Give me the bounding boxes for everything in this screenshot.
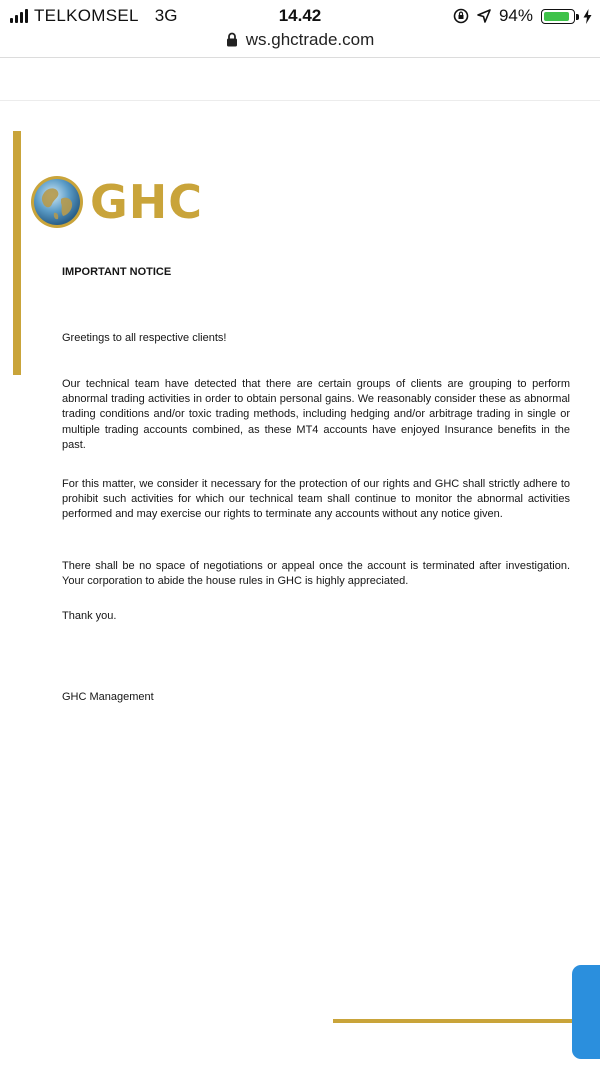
ghc-logo — [30, 175, 203, 229]
greeting: Greetings to all respective clients! — [62, 332, 227, 344]
globe-icon — [30, 175, 84, 229]
closing: Thank you. — [62, 610, 117, 622]
address-bar[interactable] — [0, 30, 600, 54]
battery-cap — [576, 14, 579, 20]
battery-percent: 94% — [498, 6, 533, 25]
brand-name: GHC — [90, 175, 204, 229]
signature-text — [62, 690, 570, 705]
status-time: 14.42 — [278, 6, 322, 25]
notice-heading: IMPORTANT NOTICE — [62, 266, 172, 278]
signal-strength-icon — [10, 9, 28, 23]
page-top-divider — [0, 100, 600, 101]
status-left — [10, 6, 177, 26]
floating-side-tab[interactable] — [572, 965, 600, 1059]
battery-icon — [541, 9, 575, 24]
paragraph-text: There shall be no space of negotiations or appeal once the account is terminated after investigation. Your corporation to abide the house rules in GHC is highly appreciated. — [62, 560, 570, 588]
toolbar-divider — [0, 57, 600, 58]
network-type: 3G — [154, 6, 178, 25]
status-bar — [0, 0, 600, 30]
paragraph-2 — [62, 477, 570, 523]
lock-icon — [226, 32, 238, 47]
url-text[interactable]: ws.ghctrade.com — [245, 30, 375, 49]
battery-fill — [544, 12, 569, 21]
location-icon — [477, 9, 491, 23]
closing-text — [62, 609, 570, 624]
footer-gold-line — [333, 1019, 578, 1023]
greeting-text — [62, 331, 570, 346]
paragraph-3 — [62, 559, 570, 589]
paragraph-text: Our technical team have detected that there are certain groups of clients are grouping to perform abnormal trading activities in order to obtain personal gains. We reasonably consider these as abnormal trading conditions and/or toxic trading methods, including hedging and/or arbitrage trading in single or multiple trading accounts combined, as these MT4 accounts have enjoyed Insurance benefits in the past. — [62, 378, 570, 451]
paragraph-text: For this matter, we consider it necessary for the protection of our rights and GHC shall strictly adhere to prohibit such activities for which our technical team shall continue to monitor the abnormal activities performed and may exercise our rights to terminate any accounts without any notice given. — [62, 478, 570, 521]
charging-bolt-icon — [583, 9, 592, 24]
carrier-name: TELKOMSEL — [34, 6, 139, 25]
status-right — [453, 6, 592, 26]
paragraph-1 — [62, 377, 570, 453]
orientation-lock-icon — [453, 8, 469, 24]
signature: GHC Management — [62, 691, 154, 703]
letterhead-gold-bar — [13, 131, 21, 375]
